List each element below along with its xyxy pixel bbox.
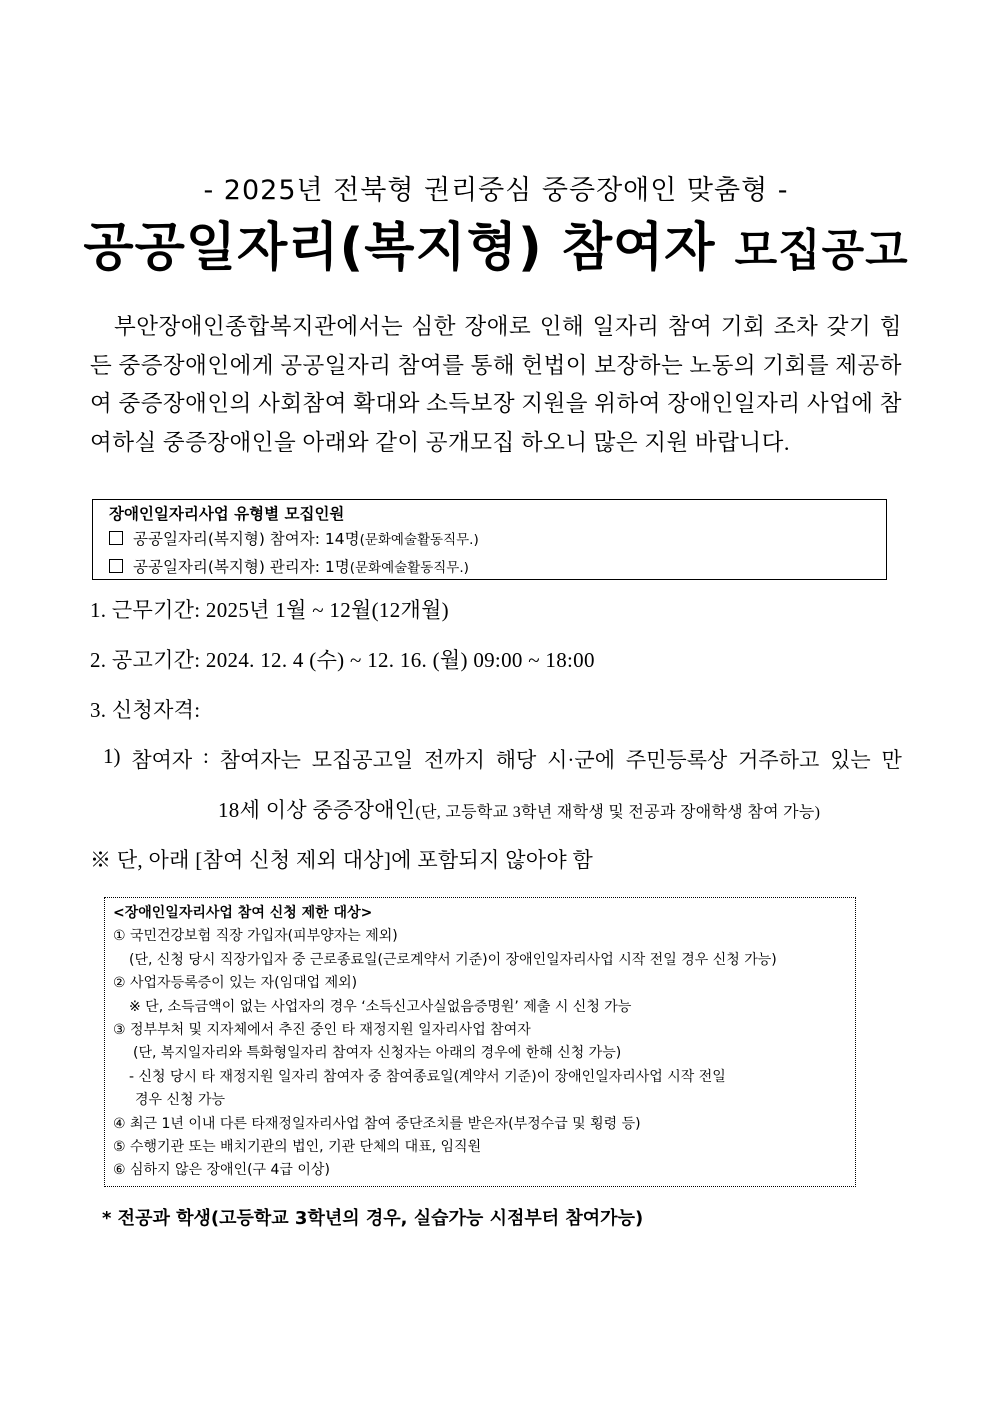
document-subtitle: - 2025년 전북형 권리중심 중증장애인 맞춤형 -: [203, 175, 789, 206]
recruit-item-note: (문화예술활동직무.): [349, 560, 469, 576]
notice-period: 2. 공고기간: 2024. 12. 4 (수) ~ 12. 16. (월) 09:00 ~ 18:00: [90, 648, 595, 672]
recruit-item-label: 공공일자리(복지형) 관리자: 1명: [133, 558, 350, 576]
word: 해당: [495, 748, 537, 772]
recruit-box-title: 장애인일자리사업 유형별 모집인원: [109, 505, 345, 523]
participant-note: (단, 고등학교 3학년 재학생 및 전공과 장애학생 참여 가능): [415, 804, 821, 821]
document-title-tail: 모집공고: [734, 225, 909, 276]
recruit-item-label: 공공일자리(복지형) 참여자: 14명: [133, 530, 360, 548]
restriction-item-note: (단, 신청 당시 직장가입자 중 근로종료일(근로계약서 기준)이 장애인일자리사업 시작 전일 경우 신청 가능): [129, 951, 777, 968]
checkbox-icon: [109, 531, 123, 545]
intro-paragraph: 부안장애인종합복지관에서는 심한 장애로 인해 일자리 참여 기회 조차 갖기 힘든 중증장애인에게 공공일자리 참여를 통해 헌법이 보장하는 노동의 기회를 제공하여 중증장애인의 사회참여 확대와 소득보장 지원을 위하여 장애인일자리 사업에 참여하실 중증장애인을 아래와 같이 공개모집 하오니 많은 지원 바랍니다.: [90, 314, 902, 455]
participant-eligibility-line: [103, 744, 902, 774]
eligibility-heading: 3. 신청자격:: [90, 698, 201, 722]
recruit-item-manager: [109, 554, 886, 582]
restriction-item: ④ 최근 1년 이내 다른 타재정일자리사업 참여 중단조치를 받은자(부정수급 및 횡령 등): [113, 1115, 641, 1132]
recruit-item-participant: [109, 526, 886, 554]
restriction-item: ⑥ 심하지 않은 장애인(구 4급 이상): [113, 1162, 330, 1179]
word: 참여자: [131, 748, 193, 772]
word: 전까지: [424, 748, 485, 772]
document-title: [0, 205, 992, 280]
participant-eligibility-line2: [218, 794, 820, 824]
checkbox-icon: [109, 559, 123, 573]
recruit-count-box: [92, 499, 887, 580]
participant-age: 18세 이상 중증장애인: [218, 798, 416, 822]
word: 있는: [830, 748, 871, 772]
restriction-item-note: - 신청 당시 타 재정지원 일자리 참여자 중 참여종료일(계약서 기준)이 장애인일자리사업 시작 전일: [129, 1068, 726, 1085]
restriction-box: [104, 897, 856, 1187]
word: 모집공고일: [311, 748, 414, 772]
restriction-item-note: 경우 신청 가능: [135, 1092, 226, 1109]
restriction-item-note: ※ 단, 소득금액이 없는 사업자의 경우 ‘소득신고사실없음증명원’ 제출 시 신청 가능: [129, 998, 632, 1015]
recruit-item-note: (문화예술활동직무.): [359, 532, 479, 548]
word: :: [203, 744, 209, 768]
restriction-item: ② 사업자등록증이 있는 자(임대업 제외): [113, 975, 358, 992]
work-period: 1. 근무기간: 2025년 1월 ~ 12월(12개월): [90, 598, 449, 622]
word: 거주하고: [738, 748, 820, 772]
exclusion-note: ※ 단, 아래 [참여 신청 제외 대상]에 포함되지 않아야 함: [90, 848, 594, 872]
document-title-main: 공공일자리(복지형) 참여자: [83, 218, 716, 278]
word: 참여자는: [219, 748, 301, 772]
restriction-item: ③ 정부부처 및 지자체에서 추진 중인 타 재정지원 일자리사업 참여자: [113, 1022, 531, 1039]
restriction-item: ① 국민건강보험 직장 가입자(피부양자는 제외): [113, 928, 398, 945]
word: 1): [103, 744, 121, 768]
footnote: * 전공과 학생(고등학교 3학년의 경우, 실습가능 시점부터 참여가능): [102, 1208, 644, 1229]
restriction-item-note: (단, 복지일자리와 특화형일자리 참여자 신청자는 아래의 경우에 한해 신청 가능): [133, 1045, 622, 1062]
word: 시·군에: [547, 748, 615, 772]
word: 만: [881, 748, 902, 772]
restriction-item: ⑤ 수행기관 또는 배치기관의 법인, 기관 단체의 대표, 임직원: [113, 1139, 482, 1156]
word: 주민등록상: [625, 748, 728, 772]
restriction-box-title: <장애인일자리사업 참여 신청 제한 대상>: [113, 905, 373, 921]
